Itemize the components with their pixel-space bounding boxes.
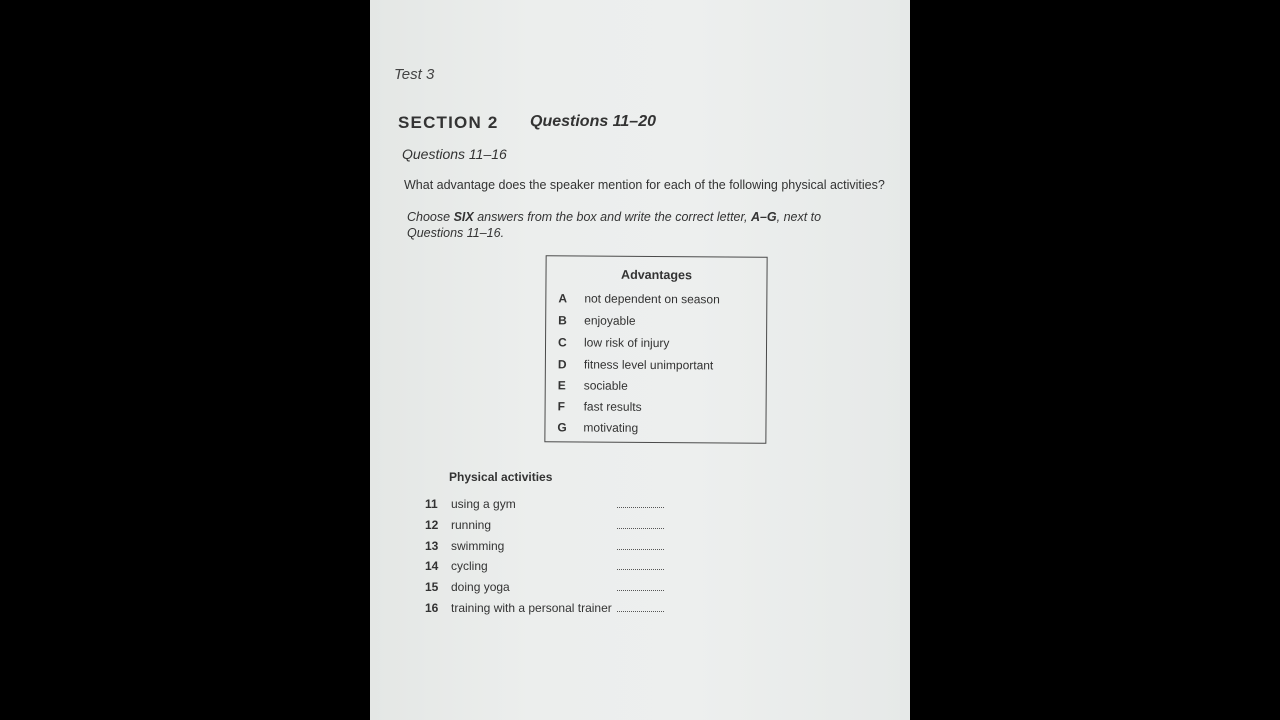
- instruction-bold-range: A–G: [750, 210, 777, 224]
- question-number: 13: [425, 539, 439, 553]
- instruction-text: [407, 209, 867, 241]
- advantage-letter: B: [558, 313, 567, 328]
- instruction-bold-six: SIX: [453, 210, 474, 224]
- advantage-item: [557, 420, 638, 435]
- activity-row: [425, 580, 510, 594]
- advantage-item: [558, 399, 642, 414]
- advantage-text: fitness level unimportant: [583, 357, 714, 373]
- activity-text: running: [451, 518, 492, 532]
- question-number: 14: [425, 559, 439, 573]
- activity-row: [425, 539, 504, 553]
- test-label: Test 3: [394, 66, 435, 83]
- advantage-text: fast results: [583, 399, 642, 414]
- instruction-post: , next to Questions 11–16.: [407, 210, 822, 240]
- question-number: 11: [425, 497, 438, 511]
- advantage-letter: C: [557, 335, 567, 350]
- advantage-text: motivating: [583, 420, 639, 435]
- advantage-letter: G: [557, 420, 567, 435]
- advantage-item: [558, 378, 628, 392]
- activity-text: swimming: [451, 539, 505, 553]
- subsection-question-range: Questions 11–16: [402, 146, 507, 162]
- advantages-box: [544, 255, 767, 444]
- answer-blank[interactable]: [617, 527, 664, 529]
- advantage-letter: F: [557, 399, 565, 414]
- advantage-letter: A: [558, 291, 568, 306]
- answer-blank[interactable]: [617, 548, 664, 550]
- advantage-letter: E: [557, 378, 566, 393]
- question-number: 16: [425, 601, 439, 615]
- answer-blank[interactable]: [617, 568, 664, 570]
- question-number: 12: [425, 518, 439, 532]
- activity-text: doing yoga: [451, 580, 510, 594]
- advantage-text: sociable: [583, 378, 628, 393]
- activity-row: [425, 518, 491, 532]
- activities-heading: Physical activities: [449, 470, 553, 484]
- document-page: [370, 0, 910, 720]
- activity-row: [425, 601, 612, 615]
- advantage-text: not dependent on season: [584, 291, 720, 307]
- advantage-item: [558, 291, 720, 306]
- activity-text: cycling: [451, 559, 488, 573]
- activity-text: using a gym: [451, 497, 516, 511]
- advantage-text: enjoyable: [584, 313, 636, 328]
- advantage-item: [558, 335, 669, 350]
- answer-blank[interactable]: [617, 506, 664, 508]
- answer-blank[interactable]: [617, 589, 664, 591]
- activity-row: [425, 497, 516, 511]
- section-title: SECTION 2: [398, 113, 499, 132]
- advantage-item: [558, 357, 714, 372]
- section-question-range: Questions 11–20: [530, 113, 656, 130]
- activity-row: [425, 559, 488, 573]
- advantage-letter: D: [557, 357, 567, 372]
- activity-text: training with a personal trainer: [451, 601, 612, 615]
- advantage-item: [558, 313, 635, 328]
- question-number: 15: [425, 580, 439, 594]
- advantages-title: Advantages: [621, 267, 692, 283]
- advantage-text: low risk of injury: [583, 335, 670, 351]
- question-prompt: What advantage does the speaker mention for each of the following physical activities?: [404, 178, 885, 192]
- instruction-pre: Choose: [407, 210, 454, 224]
- answer-blank[interactable]: [617, 610, 664, 612]
- instruction-mid: answers from the box and write the correct letter,: [473, 210, 751, 224]
